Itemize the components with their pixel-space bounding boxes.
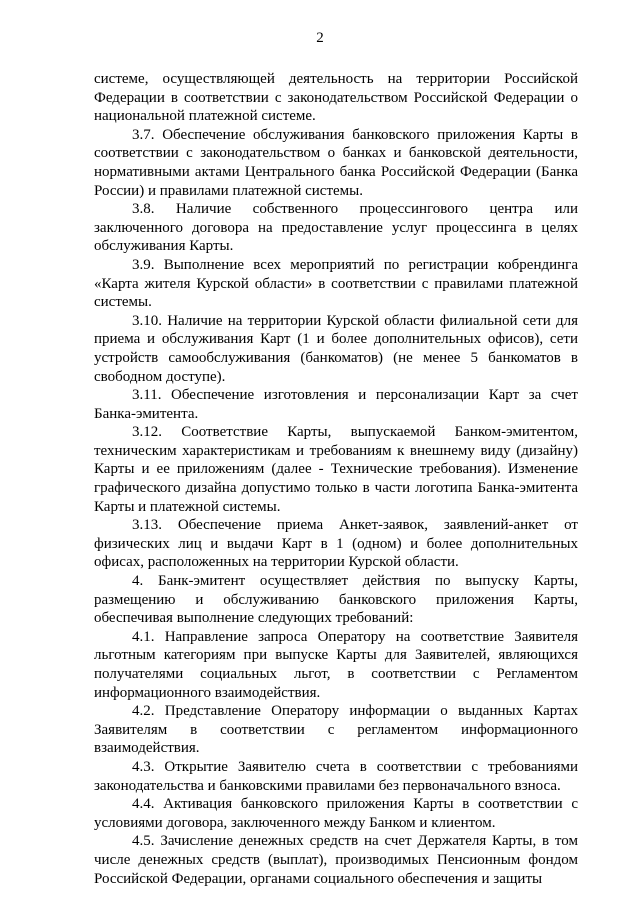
- paragraph-3-7: 3.7. Обеспечение обслуживания банковского приложения Карты в соответствии с законодательством о банках и банковской деятельности, нормативными актами Центрального банка Российской Федерации (Банка России) и правилами платежной системы.: [94, 126, 578, 199]
- paragraph-4: 4. Банк-эмитент осуществляет действия по выпуску Карты, размещению и обслуживанию банковского приложения Карты, обеспечивая выполнение следующих требований:: [94, 573, 578, 627]
- paragraph-4-2: 4.2. Представление Оператору информации о выданных Картах Заявителям в соответствии с регламентом информационного взаимодействия.: [94, 703, 578, 757]
- paragraph-3-13: 3.13. Обеспечение приема Анкет-заявок, заявлений-анкет от физических лиц и выдачи Карт в 1 (одном) и более дополнительных офисах, расположенных на территории Курской области.: [94, 517, 578, 571]
- document-body: [94, 70, 578, 888]
- page-number: 2: [316, 30, 324, 46]
- paragraph-4-5: 4.5. Зачисление денежных средств на счет Держателя Карты, в том числе денежных средств (выплат), производимых Пенсионным фондом Российской Федерации, органами социального обеспечения и защиты: [94, 833, 578, 887]
- paragraph-4-4: 4.4. Активация банковского приложения Карты в соответствии с условиями договора, заключенного между Банком и клиентом.: [94, 796, 578, 831]
- paragraph-4-3: 4.3. Открытие Заявителю счета в соответствии с требованиями законодательства и банковскими правилами без первоначального взноса.: [94, 758, 578, 794]
- paragraph-3-9: 3.9. Выполнение всех мероприятий по регистрации кобрендинга «Карта жителя Курской области» в соответствии с правилами платежной системы.: [94, 256, 578, 311]
- paragraph-3-12: 3.12. Соответствие Карты, выпускаемой Банком-эмитентом, техническим характеристикам и требованиям к внешнему виду (дизайну) Карты и ее приложениям (далее - Технические требования). Изменение графического дизайна допустимо только в части логотипа Банка-эмитента Карты и платежной системы.: [94, 424, 578, 515]
- paragraph-4-1: 4.1. Направление запроса Оператору на соответствие Заявителя льготным категориям при выпуске Карты для Заявителей, являющихся получателями социальных льгот, в соответствии с Регламентом информационного взаимодействия.: [94, 628, 578, 701]
- paragraph-3-8: 3.8. Наличие собственного процессингового центра или заключенного договора на предоставление услуг процессинга в целях обслуживания Карты.: [94, 201, 578, 255]
- paragraph-continuation: системе, осуществляющей деятельность на территории Российской Федерации в соответствии с законодательством Российской Федерации о национальной платежной системе.: [94, 71, 578, 125]
- paragraph-3-11: 3.11. Обеспечение изготовления и персонализации Карт за счет Банка-эмитента.: [94, 387, 578, 422]
- paragraph-3-10: 3.10. Наличие на территории Курской области филиальной сети для приема и обслуживания Карт (1 и более дополнительных офисов), сети устройств самообслуживания (банкоматов) (не менее 5 банкоматов в свободном доступе).: [94, 312, 578, 385]
